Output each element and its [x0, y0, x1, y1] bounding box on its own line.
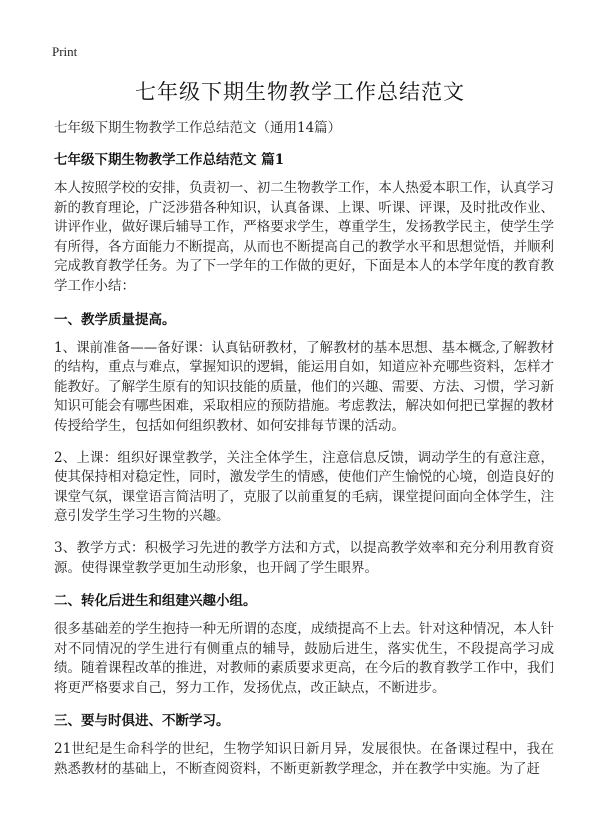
section-heading: 一、教学质量提高。 [54, 311, 176, 328]
article-heading: 七年级下期生物教学工作总结范文 篇1 [54, 152, 285, 168]
page-title: 七年级下期生物教学工作总结范文 [135, 80, 465, 104]
print-link[interactable]: Print [52, 44, 78, 59]
section-paragraph: 21世纪是生命科学的世纪，生物学知识日新月异，发展很快。在备课过程中，我在熟悉教材的基础上，不断查阅资料，不断更新教学理念，并在教学中实施。为了赶 [54, 741, 554, 778]
section-paragraph: 很多基础差的学生抱持一种无所谓的态度，成绩提高不上去。针对这种情况，本人针对不同情况的学生进行有侧重点的辅导，鼓励后进生，落实优生，不段提高学习成绩。随着课程改革的推进，对教师的素质要求更高，在今后的教育教学工作中，我们将更严格要求自己，努力工作，发扬优点，改正缺点，不断进步。 [54, 621, 554, 696]
intro-paragraph: 本人按照学校的安排，负责初一、初二生物教学工作，本人热爱本职工作，认真学习新的教育理论，广泛涉猎各种知识，认真备课、上课、听课、评课，及时批改作业、讲评作业，做好课后辅导工作，严格要求学生，尊重学生，发扬教学民主，使学生学有所得，各方面能力不断提高，从而也不断提高自己的教学水平和思想觉悟，并顺利完成教育教学任务。为了下一学年的工作做的更好，下面是本人的本学年度的教育教学工作小结： [54, 180, 554, 294]
section-heading: 三、要与时俱进、不断学习。 [54, 713, 230, 730]
section-paragraph: 1、课前准备——备好课：认真钻研教材，了解教材的基本思想、基本概念,了解教材的结构，重点与难点，掌握知识的逻辑，能运用自如，知道应补充哪些资料，怎样才能教好。了解学生原有的知识技能的质量，他们的兴趣、需要、方法、习惯，学习新知识可能会有哪些困难，采取相应的预防措施。考虑教法，解决如何把已掌握的教材传授给学生，包括如何组织教材、如何安排每节课的活动。 [54, 339, 554, 434]
section-paragraph: 2、上课：组织好课堂教学，关注全体学生，注意信息反馈，调动学生的有意注意，使其保持相对稳定性，同时，激发学生的情感，使他们产生愉悦的心境，创造良好的课堂气氛，课堂语言简洁明了，克服了以前重复的毛病，课堂提问面向全体学生，注意引发学生学习生物的兴趣。 [54, 449, 554, 525]
section-paragraph: 3、教学方式：积极学习先进的教学方法和方式，以提高教学效率和充分利用教育资源。使得课堂教学更加生动形象，也开阔了学生眼界。 [54, 539, 554, 576]
section-heading: 二、转化后进生和组建兴趣小组。 [54, 593, 257, 610]
document-body [54, 118, 554, 792]
document-subtitle: 七年级下期生物教学工作总结范文（通用14篇） [54, 120, 342, 136]
